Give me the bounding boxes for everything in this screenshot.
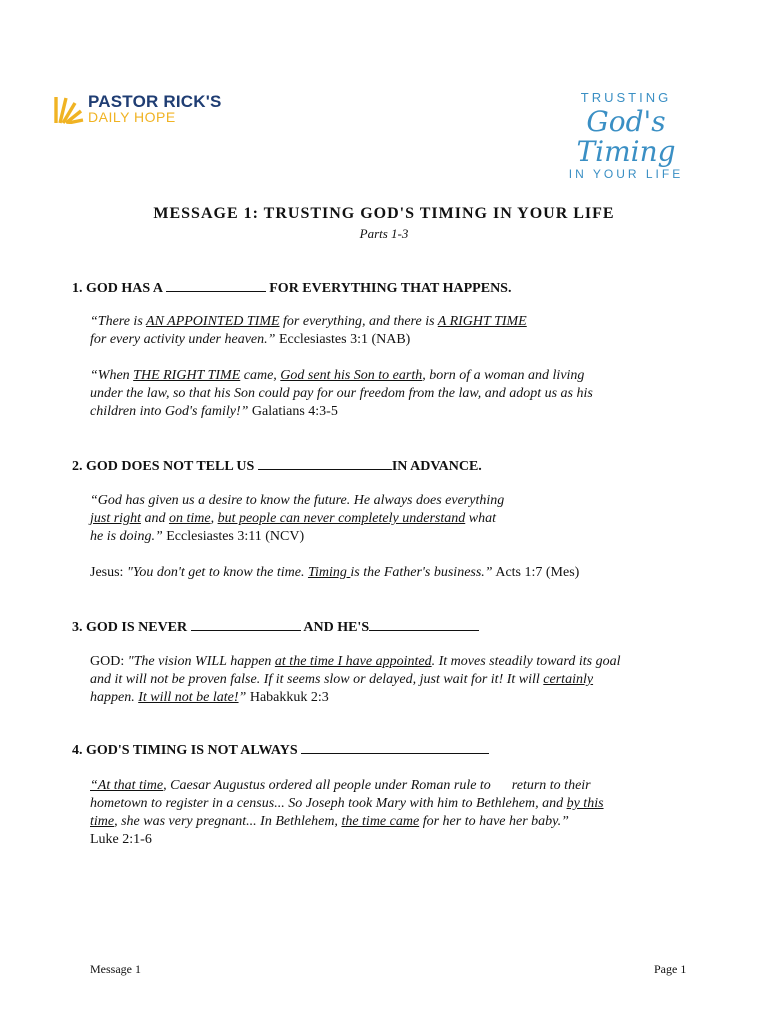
verse-text: hometown to register in a census... So Joseph took Mary with him to Bethlehem, and bbox=[90, 796, 567, 811]
series-logo-bottom: IN YOUR LIFE bbox=[568, 167, 684, 181]
verse-text: , bbox=[210, 511, 218, 526]
verse-text: , Caesar Augustus ordered all people under Roman rule to return to their bbox=[163, 778, 591, 793]
verse-reference: Acts 1:7 (Mes) bbox=[492, 565, 580, 580]
point-3-text: 3. GOD IS NEVER bbox=[72, 620, 191, 635]
verse-text: and it will not be proven false. If it seems slow or delayed, just wait for it! It will bbox=[90, 672, 544, 687]
verse-text: what bbox=[465, 511, 496, 526]
verse-text: “When bbox=[90, 368, 134, 383]
footer-page-number: Page 1 bbox=[654, 962, 687, 976]
brand-subname: DAILY HOPE bbox=[88, 109, 176, 125]
verse-text: happen. bbox=[90, 690, 139, 705]
verse-text: is the Father's business.” bbox=[350, 565, 493, 580]
point-1-heading bbox=[72, 279, 511, 297]
series-logo bbox=[536, 90, 716, 181]
message-title: MESSAGE 1: TRUSTING GOD'S TIMING IN YOUR LIFE bbox=[153, 205, 615, 222]
verse-emphasis: Timing bbox=[307, 565, 351, 580]
verse-acts-1-7 bbox=[90, 564, 579, 582]
verse-reference: Luke 2:1-6 bbox=[90, 832, 152, 847]
verse-emphasis: certainly bbox=[543, 672, 594, 687]
verse-emphasis: THE RIGHT TIME bbox=[133, 368, 241, 383]
footer-message-label: Message 1 bbox=[90, 962, 141, 976]
verse-emphasis: just right bbox=[90, 511, 141, 526]
brand-name: PASTOR RICK'S bbox=[88, 92, 222, 111]
speaker-label: Jesus: bbox=[90, 565, 127, 580]
verse-reference: Habakkuk 2:3 bbox=[246, 690, 329, 705]
point-2-text-end: IN ADVANCE. bbox=[391, 459, 482, 474]
verse-emphasis: the time came bbox=[341, 814, 420, 829]
point-3-text-mid: AND HE'S bbox=[300, 620, 370, 635]
verse-emphasis: time bbox=[90, 814, 115, 829]
verse-text: “God has given us a desire to know the future. He always does everything bbox=[90, 493, 505, 508]
verse-text: “There is bbox=[90, 314, 147, 329]
verse-text: for every activity under heaven.” bbox=[90, 332, 276, 347]
verse-text: and bbox=[140, 511, 169, 526]
point-2-text: 2. GOD DOES NOT TELL US bbox=[72, 459, 258, 474]
speaker-label: GOD: bbox=[90, 654, 128, 669]
verse-emphasis: A RIGHT TIME bbox=[437, 314, 527, 329]
verse-emphasis: It will not be late! bbox=[138, 690, 239, 705]
point-1-text: 1. GOD HAS A bbox=[72, 281, 166, 296]
series-logo-title: God's Timing bbox=[576, 105, 676, 168]
verse-habakkuk-2-3 bbox=[90, 653, 620, 707]
verse-reference: Ecclesiastes 3:1 (NAB) bbox=[275, 332, 411, 347]
point-3-heading bbox=[72, 618, 479, 636]
sunburst-icon bbox=[52, 94, 84, 124]
verse-emphasis: by this bbox=[566, 796, 604, 811]
point-2-heading bbox=[72, 457, 482, 475]
point-4-heading bbox=[72, 741, 489, 759]
verse-text: children into God's family!” bbox=[90, 404, 249, 419]
verse-ecclesiastes-3-1 bbox=[90, 313, 527, 349]
message-subtitle: Parts 1-3 bbox=[359, 226, 409, 241]
verse-emphasis: but people can never completely understand bbox=[217, 511, 466, 526]
series-logo-top: TRUSTING bbox=[580, 90, 672, 105]
verse-text: he is doing.” bbox=[90, 529, 163, 544]
verse-emphasis: AN APPOINTED TIME bbox=[146, 314, 280, 329]
verse-text: "The vision WILL happen bbox=[127, 654, 275, 669]
fill-in-blank[interactable] bbox=[166, 279, 266, 292]
point-1-text-end: FOR EVERYTHING THAT HAPPENS. bbox=[265, 281, 512, 296]
verse-emphasis: God sent his Son to earth bbox=[280, 368, 423, 383]
fill-in-blank[interactable] bbox=[301, 741, 489, 754]
verse-emphasis: on time bbox=[168, 511, 211, 526]
verse-reference: Ecclesiastes 3:11 (NCV) bbox=[162, 529, 305, 544]
verse-text: under the law, so that his Son could pay for our freedom from the law, and adopt us as his bbox=[90, 386, 593, 401]
verse-emphasis: “At that time bbox=[90, 778, 164, 793]
verse-emphasis: at the time I have appointed bbox=[274, 654, 432, 669]
verse-reference: Galatians 4:3-5 bbox=[248, 404, 338, 419]
verse-luke-2-1-6 bbox=[90, 777, 604, 849]
point-4-text: 4. GOD'S TIMING IS NOT ALWAYS bbox=[72, 743, 302, 758]
verse-text: ” bbox=[238, 690, 247, 705]
verse-text: . It moves steadily toward its goal bbox=[431, 654, 621, 669]
verse-text: , she was very pregnant... In Bethlehem, bbox=[114, 814, 342, 829]
fill-in-blank[interactable] bbox=[369, 618, 479, 631]
verse-galatians-4-3-5 bbox=[90, 367, 593, 421]
verse-text: for her to have her baby.” bbox=[419, 814, 569, 829]
verse-text: for everything, and there is bbox=[279, 314, 438, 329]
verse-text: came, bbox=[240, 368, 281, 383]
verse-text: "You don't get to know the time. bbox=[126, 565, 308, 580]
verse-text: , born of a woman and living bbox=[422, 368, 585, 383]
verse-ecclesiastes-3-11 bbox=[90, 492, 504, 546]
fill-in-blank[interactable] bbox=[258, 457, 392, 470]
fill-in-blank[interactable] bbox=[191, 618, 301, 631]
